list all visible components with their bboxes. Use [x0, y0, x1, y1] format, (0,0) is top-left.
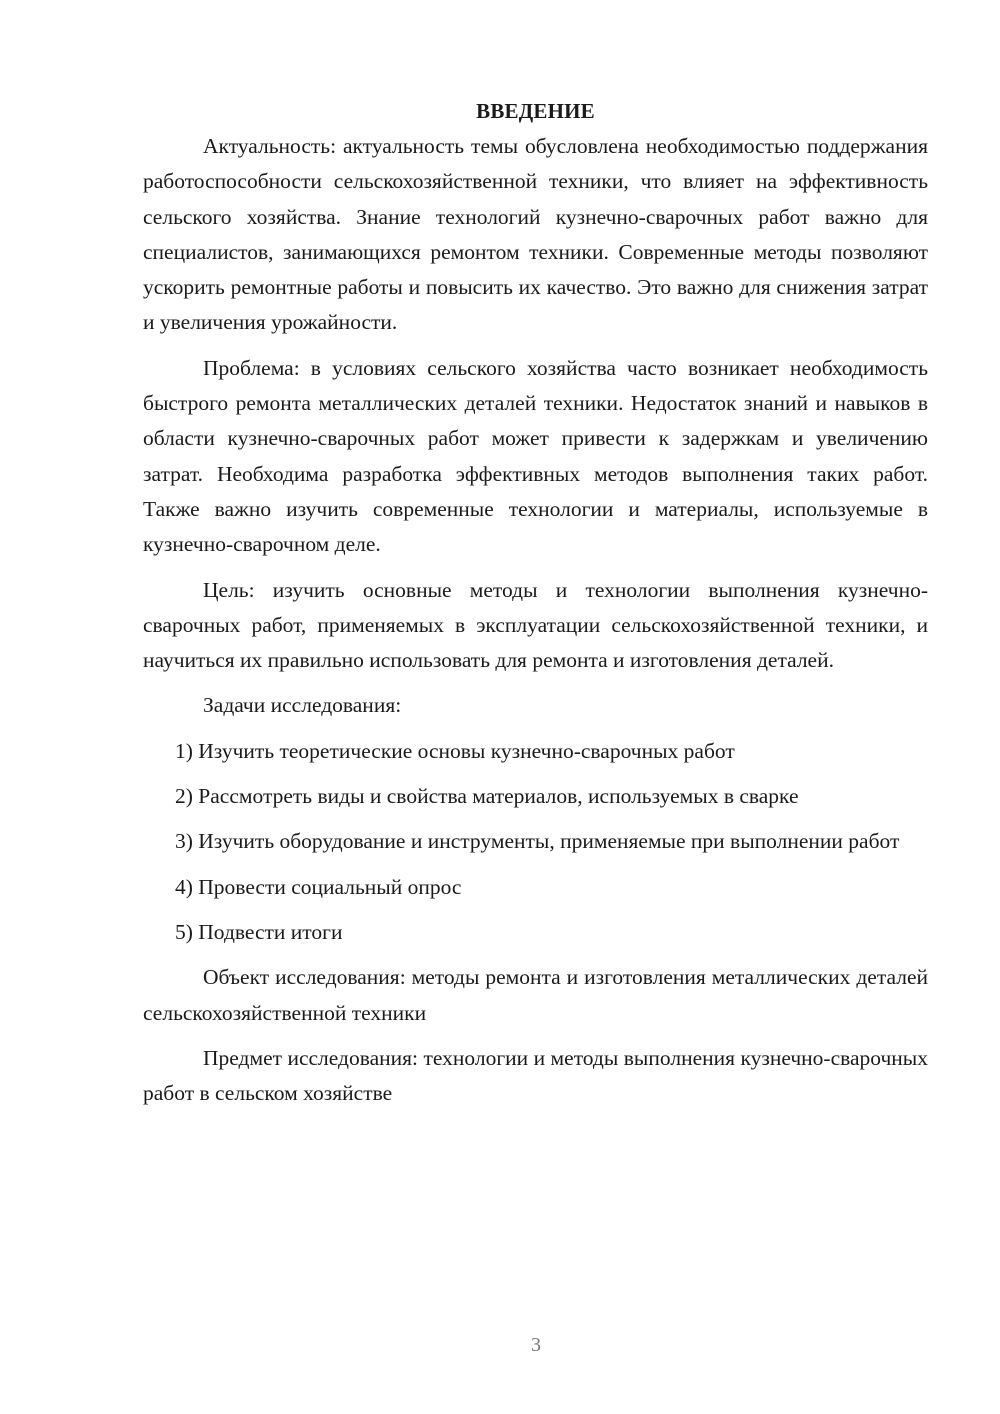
problem-paragraph: Проблема: в условиях сельского хозяйства часто возникает необходимость быстрого ремонта металлических деталей техники. Недостаток знаний и навыков в области кузнечно-сварочных работ может привести к задержкам и увеличению затрат. Необходима разработка эффективных методов выполнения таких работ. Также важно изучить современные технологии и материалы, используемые в кузнечно-сварочном деле. [143, 355, 928, 557]
section-title: ВВЕДЕНИЕ [476, 99, 595, 123]
page-number: 3 [531, 1334, 541, 1356]
tasks-heading: Задачи исследования: [203, 693, 402, 718]
task-item-1: 1) Изучить теоретические основы кузнечно-сварочных работ [175, 738, 735, 763]
task-item-4: 4) Провести социальный опрос [175, 874, 462, 899]
task-item-5: 5) Подвести итоги [175, 919, 343, 944]
task-item-2: 2) Рассмотреть виды и свойства материалов, используемых в сварке [175, 784, 799, 809]
research-subject-paragraph: Предмет исследования: технологии и методы выполнения кузнечно-сварочных работ в сельском хозяйстве [143, 1045, 928, 1106]
task-item-3: 3) Изучить оборудование и инструменты, применяемые при выполнении работ [175, 829, 900, 854]
page-content [143, 94, 928, 1111]
research-object-paragraph: Объект исследования: методы ремонта и изготовления металлических деталей сельскохозяйственной техники [143, 965, 928, 1025]
relevance-paragraph: Актуальность: актуальность темы обусловлена необходимостью поддержания работоспособности сельскохозяйственной техники, что влияет на эффективность сельского хозяйства. Знание технологий кузнечно-сварочных работ важно для специалистов, занимающихся ремонтом техники. Современные методы позволяют ускорить ремонтные работы и повысить их качество. Это важно для снижения затрат и увеличения урожайности. [143, 134, 928, 335]
goal-paragraph: Цель: изучить основные методы и технологии выполнения кузнечно-сварочных работ, применяемых в эксплуатации сельскохозяйственной техники, и научиться их правильно использовать для ремонта и изготовления деталей. [143, 577, 928, 673]
